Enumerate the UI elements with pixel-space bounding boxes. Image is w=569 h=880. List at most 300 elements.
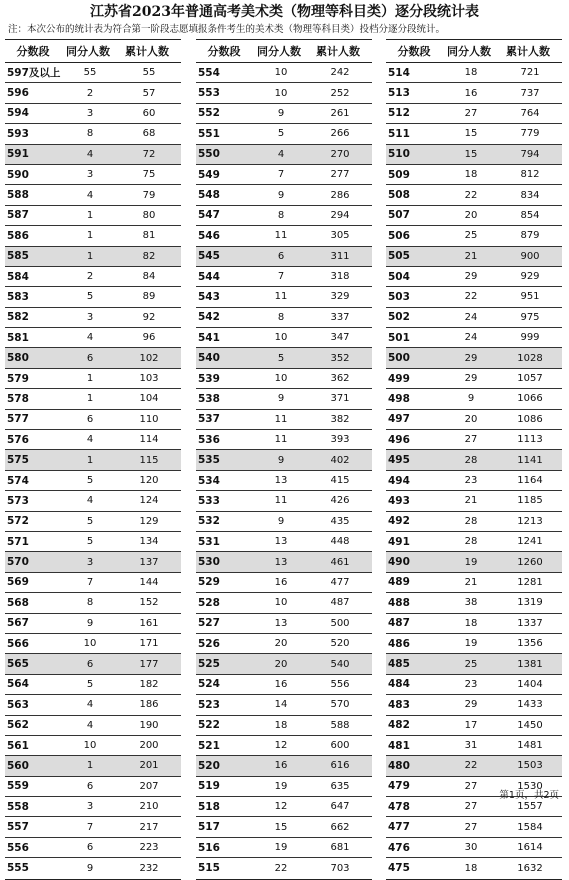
score-cell: 567 [7,617,29,630]
cumulative-cell: 161 [139,617,159,629]
table-row [5,308,181,328]
cumulative-cell: 448 [330,536,350,548]
same-count-cell: 30 [464,842,478,854]
score-cell: 561 [7,739,29,752]
cumulative-cell: 337 [330,311,350,323]
score-cell: 501 [388,331,410,344]
score-cell: 499 [388,372,410,385]
same-count-cell: 3 [86,107,94,119]
table-row [5,328,181,348]
table-column-3 [386,39,562,880]
score-cell: 576 [7,433,29,446]
table-row [5,756,181,776]
same-count-cell: 5 [277,128,285,140]
table-row [196,430,372,450]
table-row [386,858,562,878]
same-count-cell: 18 [464,67,478,79]
same-count-cell: 5 [86,536,94,548]
cumulative-cell: 124 [139,495,159,507]
cumulative-cell: 134 [139,536,159,548]
cumulative-cell: 1066 [517,393,543,405]
score-cell: 574 [7,474,29,487]
same-count-cell: 4 [86,719,94,731]
score-cell: 551 [198,127,220,140]
score-cell: 524 [198,678,220,691]
table-row [386,63,562,83]
table-row [5,491,181,511]
same-count-cell: 11 [274,291,288,303]
score-cell: 521 [198,739,220,752]
cumulative-cell: 96 [142,332,156,344]
cumulative-cell: 647 [330,801,350,813]
same-count-cell: 8 [86,128,94,140]
cumulative-cell: 144 [139,576,159,588]
score-cell: 553 [198,87,220,100]
same-count-cell: 20 [464,209,478,221]
table-row [5,165,181,185]
same-count-cell: 6 [86,413,94,425]
table-row [196,63,372,83]
table-row [5,552,181,572]
score-cell: 558 [7,800,29,813]
table-row [196,817,372,837]
score-cell: 515 [198,862,220,875]
header-cumulative: 累计人数 [125,45,169,58]
cumulative-cell: 57 [142,87,156,99]
table-row [196,410,372,430]
table-row [196,450,372,470]
table-row [196,858,372,878]
cumulative-cell: 79 [142,189,156,201]
score-cell: 484 [388,678,410,691]
table-row [196,104,372,124]
score-cell: 503 [388,290,410,303]
table-row [196,512,372,532]
score-cell: 526 [198,637,220,650]
cumulative-cell: 277 [330,169,350,181]
same-count-cell: 22 [464,291,478,303]
same-count-cell: 10 [83,638,97,650]
table-row [196,287,372,307]
table-row [386,614,562,634]
cumulative-cell: 286 [330,189,350,201]
cumulative-cell: 570 [330,699,350,711]
score-cell: 493 [388,494,410,507]
same-count-cell: 1 [86,760,94,772]
cumulative-cell: 210 [139,801,159,813]
table-row [5,838,181,858]
table-row [196,165,372,185]
score-cell: 525 [198,658,220,671]
table-row [386,124,562,144]
table-row [386,410,562,430]
score-cell: 552 [198,107,220,120]
same-count-cell: 13 [274,536,288,548]
same-count-cell: 7 [277,271,285,283]
score-cell: 557 [7,821,29,834]
same-count-cell: 9 [86,617,94,629]
score-cell: 559 [7,780,29,793]
cumulative-cell: 812 [520,169,540,181]
score-cell: 511 [388,127,410,140]
table-row [386,675,562,695]
score-cell: 482 [388,719,410,732]
score-cell: 555 [7,862,29,875]
same-count-cell: 18 [274,719,288,731]
table-row [386,430,562,450]
table-row [196,267,372,287]
table-row [5,348,181,368]
score-cell: 570 [7,556,29,569]
same-count-cell: 3 [86,169,94,181]
table-row [5,858,181,878]
cumulative-cell: 1632 [517,862,543,874]
cumulative-cell: 540 [330,658,350,670]
table-column-1 [5,39,181,880]
cumulative-cell: 635 [330,780,350,792]
score-cell: 488 [388,596,410,609]
cumulative-cell: 1481 [517,740,543,752]
table-row [5,185,181,205]
table-row [5,104,181,124]
header-cumulative: 累计人数 [506,45,550,58]
score-cell: 508 [388,189,410,202]
table-row [196,83,372,103]
score-cell: 564 [7,678,29,691]
same-count-cell: 14 [274,699,288,711]
cumulative-cell: 1503 [517,760,543,772]
same-count-cell: 9 [277,393,285,405]
score-cell: 588 [7,189,29,202]
same-count-cell: 4 [86,434,94,446]
table-row [5,287,181,307]
table-row [196,797,372,817]
score-cell: 532 [198,515,220,528]
score-cell: 578 [7,392,29,405]
cumulative-cell: 1213 [517,515,543,527]
same-count-cell: 17 [464,719,478,731]
score-cell: 519 [198,780,220,793]
same-count-cell: 10 [274,373,288,385]
score-cell: 547 [198,209,220,222]
same-count-cell: 10 [83,740,97,752]
cumulative-cell: 461 [330,556,350,568]
score-cell: 494 [388,474,410,487]
score-cell: 566 [7,637,29,650]
same-count-cell: 38 [464,597,478,609]
score-cell: 506 [388,229,410,242]
cumulative-cell: 1584 [517,821,543,833]
score-cell: 502 [388,311,410,324]
same-count-cell: 4 [86,495,94,507]
table-header [196,40,372,63]
score-cell: 587 [7,209,29,222]
score-cell: 497 [388,413,410,426]
table-row [386,552,562,572]
cumulative-cell: 662 [330,821,350,833]
same-count-cell: 15 [464,148,478,160]
cumulative-cell: 879 [520,230,540,242]
table-row [386,206,562,226]
table-row [196,716,372,736]
table-row [196,185,372,205]
same-count-cell: 22 [274,862,288,874]
table-row [196,654,372,674]
same-count-cell: 7 [86,576,94,588]
table-row [196,736,372,756]
table-row [386,695,562,715]
same-count-cell: 24 [464,332,478,344]
table-row [196,756,372,776]
same-count-cell: 6 [86,780,94,792]
cumulative-cell: 435 [330,515,350,527]
same-count-cell: 11 [274,434,288,446]
table-row [386,267,562,287]
cumulative-cell: 1381 [517,658,543,670]
same-count-cell: 18 [464,617,478,629]
cumulative-cell: 294 [330,209,350,221]
same-count-cell: 13 [274,556,288,568]
score-cell: 545 [198,250,220,263]
cumulative-cell: 137 [139,556,159,568]
cumulative-cell: 1141 [517,454,543,466]
score-cell: 591 [7,148,29,161]
table-row [196,532,372,552]
cumulative-cell: 600 [330,740,350,752]
cumulative-cell: 311 [330,250,350,262]
same-count-cell: 4 [86,332,94,344]
score-cell: 486 [388,637,410,650]
score-cell: 489 [388,576,410,589]
score-cell: 512 [388,107,410,120]
score-cell: 491 [388,535,410,548]
table-row [386,634,562,654]
cumulative-cell: 794 [520,148,540,160]
score-cell: 479 [388,780,410,793]
cumulative-cell: 84 [142,271,156,283]
same-count-cell: 55 [83,67,97,79]
score-cell: 542 [198,311,220,324]
score-cell: 530 [198,556,220,569]
cumulative-cell: 110 [139,413,159,425]
table-row [196,634,372,654]
table-row [5,247,181,267]
cumulative-cell: 207 [139,780,159,792]
table-row [386,491,562,511]
score-cell: 505 [388,250,410,263]
table-header [386,40,562,63]
score-cell: 562 [7,719,29,732]
table-row [5,226,181,246]
table-row [5,63,181,83]
score-cell: 577 [7,413,29,426]
score-cell: 571 [7,535,29,548]
cumulative-cell: 721 [520,67,540,79]
cumulative-cell: 223 [139,842,159,854]
cumulative-cell: 415 [330,475,350,486]
cumulative-cell: 1557 [517,801,543,813]
table-row [5,532,181,552]
same-count-cell: 1 [86,250,94,262]
cumulative-cell: 834 [520,189,540,201]
same-count-cell: 23 [464,475,478,486]
score-cell: 541 [198,331,220,344]
same-count-cell: 29 [464,352,478,364]
cumulative-cell: 520 [330,638,350,650]
score-cell: 550 [198,148,220,161]
table-row [196,247,372,267]
score-cell: 596 [7,87,29,100]
table-row [5,573,181,593]
same-count-cell: 5 [86,515,94,527]
same-count-cell: 1 [86,209,94,221]
same-count-cell: 1 [86,393,94,405]
score-cell: 548 [198,189,220,202]
table-row [196,226,372,246]
same-count-cell: 8 [277,209,285,221]
score-cell: 496 [388,433,410,446]
table-row [386,838,562,858]
same-count-cell: 15 [464,128,478,140]
same-count-cell: 20 [464,413,478,425]
table-row [196,838,372,858]
same-count-cell: 28 [464,515,478,527]
same-count-cell: 10 [274,67,288,79]
score-cell: 485 [388,658,410,671]
cumulative-cell: 382 [330,413,350,425]
same-count-cell: 21 [464,576,478,588]
same-count-cell: 29 [464,271,478,283]
table-row [5,471,181,491]
table-row [5,389,181,409]
table-row [386,736,562,756]
score-cell: 507 [388,209,410,222]
same-count-cell: 28 [464,454,478,466]
score-cell: 549 [198,168,220,181]
same-count-cell: 3 [86,556,94,568]
same-count-cell: 10 [274,87,288,99]
cumulative-cell: 55 [142,67,156,79]
header-cumulative: 累计人数 [316,45,360,58]
cumulative-cell: 201 [139,760,159,772]
cumulative-cell: 1530 [517,780,543,792]
same-count-cell: 12 [274,801,288,813]
same-count-cell: 4 [277,148,285,160]
table-row [5,410,181,430]
same-count-cell: 3 [86,801,94,813]
table-row [386,226,562,246]
header-same-count: 同分人数 [66,45,110,58]
same-count-cell: 9 [277,454,285,466]
table-row [5,634,181,654]
score-cell: 520 [198,759,220,772]
table-column-2 [196,39,372,880]
cumulative-cell: 779 [520,128,540,140]
table-row [386,308,562,328]
cumulative-cell: 764 [520,107,540,119]
cumulative-cell: 737 [520,87,540,99]
score-cell: 568 [7,596,29,609]
same-count-cell: 9 [277,515,285,527]
same-count-cell: 19 [274,842,288,854]
cumulative-cell: 402 [330,454,350,466]
same-count-cell: 8 [86,597,94,609]
cumulative-cell: 951 [520,291,540,303]
same-count-cell: 27 [464,821,478,833]
cumulative-cell: 500 [330,617,350,629]
score-cell: 534 [198,474,220,487]
score-cell: 579 [7,372,29,385]
score-cell: 572 [7,515,29,528]
table-row [196,328,372,348]
table-row [5,797,181,817]
table-row [5,675,181,695]
score-cell: 560 [7,759,29,772]
cumulative-cell: 129 [139,515,159,527]
cumulative-cell: 232 [139,862,159,874]
score-cell: 492 [388,515,410,528]
score-cell: 554 [198,66,220,79]
score-cell: 481 [388,739,410,752]
table-row [5,124,181,144]
score-cell: 480 [388,759,410,772]
table-row [386,83,562,103]
same-count-cell: 5 [86,475,94,486]
score-cell: 517 [198,821,220,834]
same-count-cell: 29 [464,699,478,711]
score-cell: 536 [198,433,220,446]
score-cell: 593 [7,127,29,140]
same-count-cell: 19 [274,780,288,792]
cumulative-cell: 975 [520,311,540,323]
cumulative-cell: 1086 [517,413,543,425]
cumulative-cell: 261 [330,107,350,119]
score-cell: 509 [388,168,410,181]
cumulative-cell: 186 [139,699,159,711]
cumulative-cell: 1241 [517,536,543,548]
score-cell: 490 [388,556,410,569]
score-cell: 544 [198,270,220,283]
same-count-cell: 6 [86,658,94,670]
cumulative-cell: 120 [139,475,159,486]
score-cell: 580 [7,352,29,365]
score-cell: 581 [7,331,29,344]
table-row [386,450,562,470]
same-count-cell: 1 [86,454,94,466]
score-cell: 537 [198,413,220,426]
score-cell: 529 [198,576,220,589]
score-cell: 475 [388,862,410,875]
score-cell: 510 [388,148,410,161]
same-count-cell: 28 [464,536,478,548]
table-row [196,308,372,328]
table-row [386,716,562,736]
same-count-cell: 21 [464,495,478,507]
score-cell: 539 [198,372,220,385]
cumulative-cell: 929 [520,271,540,283]
score-cell: 585 [7,250,29,263]
table-row [196,675,372,695]
table-row [196,614,372,634]
cumulative-cell: 242 [330,67,350,79]
same-count-cell: 15 [274,821,288,833]
same-count-cell: 9 [86,862,94,874]
same-count-cell: 31 [464,740,478,752]
score-cell: 540 [198,352,220,365]
table-row [5,654,181,674]
note-text: 注：本次公布的统计表为符合第一阶段志愿填报条件考生的美术类（物理等科目类）投档分逐分段统计。 [8,24,446,35]
cumulative-cell: 999 [520,332,540,344]
